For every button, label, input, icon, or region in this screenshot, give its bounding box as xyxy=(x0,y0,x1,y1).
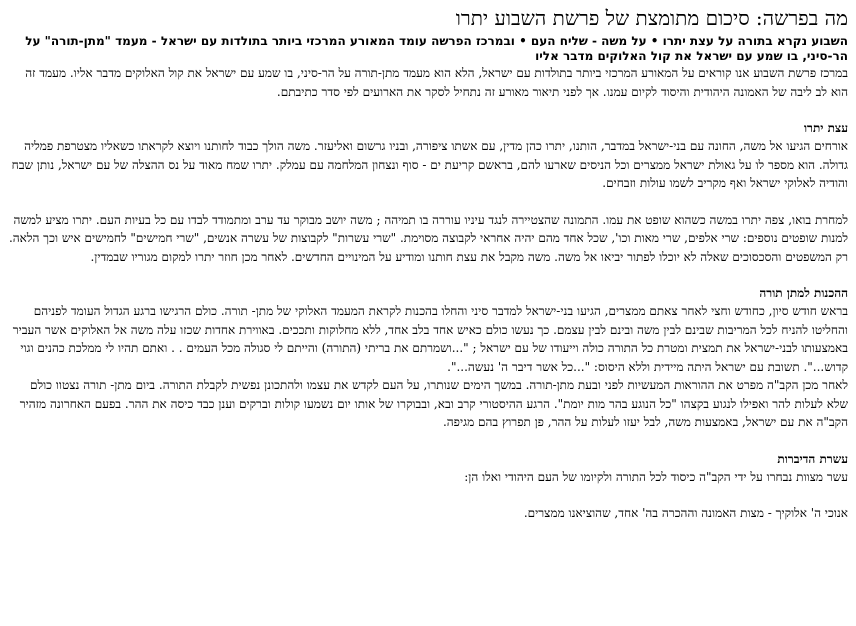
section-heading: עשרת הדיברות xyxy=(777,451,848,466)
intro-paragraph: במרכז פרשת השבוע אנו קוראים על המאורע המרכזי ביותר בתולדות עם ישראל, הלא הוא מעמד מתן-תורה על הר-סיני, בו שמע עם ישראל את קול האלוקים מדבר אליו. מעמד זה הוא לב ליבה של האמונה היהודית והיסוד לקיום עמנו. אך לפני תיאור מאורע זה נתחיל לסקר את הארועים לפי סדר כתיבתם. xyxy=(25,66,848,99)
section-ten-commandments xyxy=(8,450,848,523)
section-heading: עצת יתרו xyxy=(803,121,848,135)
paragraph: בראש חודש סיון, כחודש וחצי לאחר צאתם ממצרים, הגיעו בני-ישראל למדבר סיני והחלו בהכנות לקראת המעמד האלוקי של מתן- תורה. כולם הרגישו ברגע הגדול העומד לפניהם והחליטו להניח לכל המריבות שבינם לבין משה ובינם לבין עצמם. כך נעשו כולם כאיש אחד בלב אחד, ללא מחלוקות ותככים. באווירת אחדות שכזו עלה משה אל האלוקים אשר העביר באמצעותו לבני-ישראל את תמצית ומטרת כל התורה כולה וייעודו של עם ישראל ; "...ושמרתם את בריתי (התורה) והייתם לי סגולה מכל העמים . . ואתם תהיו לי ממלכת כהנים וגוי קדוש...". תשובת עם ישראל היתה מיידית וללא היסוס: "...כל אשר דיבר ה' נעשה...". xyxy=(12,304,848,374)
section-heading: ההכנות למתן תורה xyxy=(759,286,848,300)
section-jethro-advice xyxy=(8,119,848,266)
paragraph: לאחר מכן הקב"ה מפרט את ההוראות המעשיות לפני ובעת מתן-תורה. במשך הימים שנותרו, על העם לקדש את עצמו ולהתכונן נפשית לקבלת התורה. ביום מתן- תורה נצטוו כולם שלא לעלות להר ואפילו לנגוע בקצהו "כל הנוגע בהר מות יומת". הרגע ההיסטורי קרב ובא, ובבוקרו של אותו יום נשמעו קולות וברקים וענן כבד כיסה את ההר. בפעם האחרונה מזהיר הקב"ה את עם ישראל, באמצעות משה, לבל יעזו לעלות על ההר, פן תפרוץ בהם מגיפה. xyxy=(19,378,848,429)
lead-summary: השבוע נקרא בתורה על עצת יתרו • על משה - שליח העם • ובמרכז הפרשה עומד המאורע המרכזי ביותר בתולדות עם ישראל - מעמד "מתן-תורה" על הר-סיני, בו שמע עם ישראל את קול האלוקים מדבר אליו xyxy=(25,34,848,63)
paragraph: עשר מצוות נבחרו על ידי הקב"ה כיסוד לכל התורה ולקיומו של העם היהודי ואלו הן: xyxy=(464,469,848,484)
page-title: מה בפרשה: סיכום מתומצת של פרשת השבוע יתרו xyxy=(455,6,848,30)
paragraph: אורחים הגיעו אל משה, החונה עם בני-ישראל במדבר, הותנו, יתרו כהן מדין, עם אשתו ציפורה, ובניו גרשום ואליעזר. משה הולך כבוד לחותנו ויוצא לקראתו כשאליו מצטרפת פמליה גדולה. הוא מספר לו על גאולת ישראל ממצרים וכל הניסים שארעו להם, בראשם קריעת ים - סוף ונצחון המלחמה עם עמלק. יתרו שמח מאוד על נס ההצלה של עם ישראל, נותן שבח והודיה לאלוקי ישראל ואף מקריב לשמו עולות וזבחים. xyxy=(11,139,848,190)
paragraph: למחרת בואו, צפה יתרו במשה כשהוא שופט את עמו. התמונה שהצטיירה לנגד עיניו עוררה בו תמיהה ; משה יושב מבוקר עד ערב ומתמודד לבדו עם כל בעיות העם. יתרו מציע למשה למנות שופטים נוספים: שרי אלפים, שרי מאות וכו', שכל אחד מהם יהיה אחראי לקבוצה מסוימת. "שרי עשרות" לקבוצות של עשרה אנשים, "שרי חמישים" לחמישים איש וכך הלאה. רק המשפטים והסכסוכים שאלה לא יוכלו לפתור יביאו אל משה. משה מקבל את עצת חותנו ומודיע על המינויים החדשים. לאחר מכן חוזר יתרו למקום מגוריו שבמדין. xyxy=(8,212,848,264)
paragraph: אנוכי ה' אלוקיך - מצות האמונה וההכרה בה' אחד, שהוציאנו ממצרים. xyxy=(523,506,848,520)
section-preparations xyxy=(8,284,848,432)
